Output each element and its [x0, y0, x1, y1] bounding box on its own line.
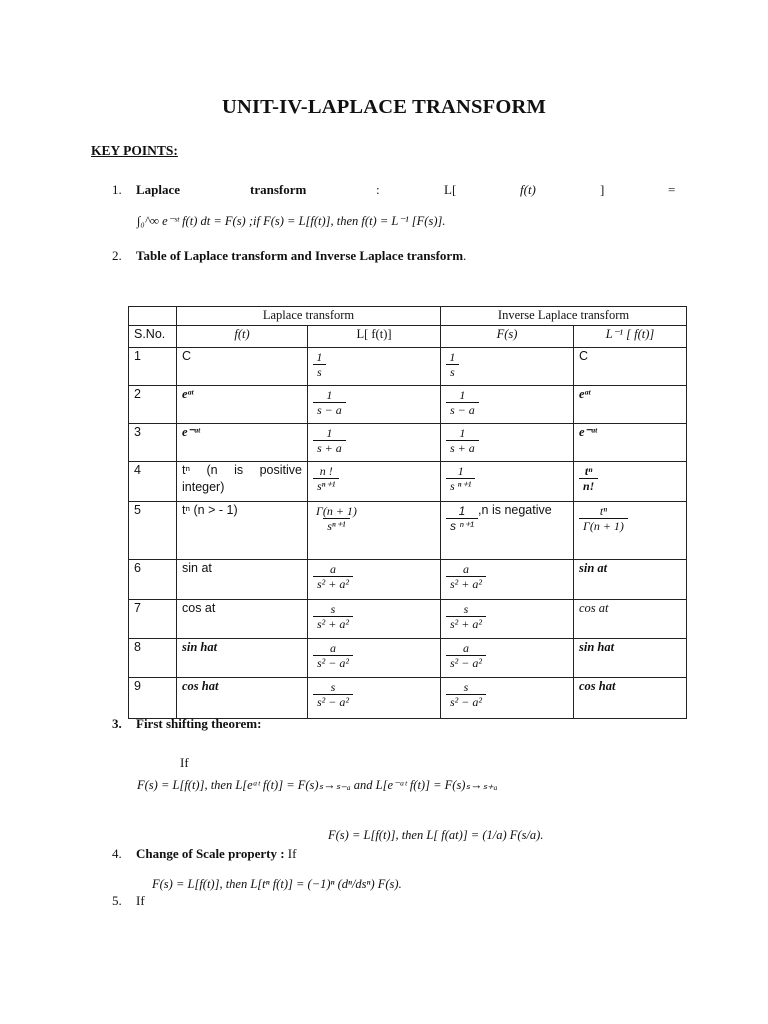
fraction-denominator: s² − a² — [446, 694, 486, 710]
fraction-numerator: a — [329, 641, 336, 655]
cell-inverse — [574, 462, 687, 502]
fraction-denominator: Γ(n + 1) — [579, 518, 628, 534]
col-header-Fs: F(s) — [441, 326, 574, 348]
table-row — [129, 560, 687, 600]
cell-sno: 3 — [129, 424, 177, 462]
table-row — [129, 386, 687, 424]
cell-ft: tⁿ (n > - 1) — [177, 502, 308, 560]
fraction-numerator: Γ(n + 1) — [316, 504, 357, 518]
fraction-numerator: 1 — [326, 388, 333, 402]
cell-ft: sin at — [177, 560, 308, 600]
col-header-ft: f(t) — [177, 326, 308, 348]
fraction-denominator: s² − a² — [446, 655, 486, 671]
cell-fs — [441, 639, 574, 678]
cell-sno: 1 — [129, 348, 177, 386]
table-group-header-row — [129, 307, 687, 326]
item-3-number: 3. — [112, 716, 122, 731]
fraction-denominator: s — [446, 364, 459, 380]
item-1-l-close: ] — [600, 182, 605, 197]
fraction-denominator: s + a — [446, 440, 479, 456]
fraction-numerator: 1 — [316, 350, 323, 364]
cell-inverse: e⁻ᵃᵗ — [574, 424, 687, 462]
fraction-numerator: tⁿ — [584, 464, 593, 478]
item-5-number: 5. — [112, 893, 122, 908]
cell-inverse: C — [574, 348, 687, 386]
cell-fs — [441, 502, 574, 560]
cell-fs — [441, 386, 574, 424]
cell-laplace — [308, 600, 441, 639]
laplace-table — [128, 306, 687, 719]
item-4-line — [136, 846, 296, 862]
fraction-denominator: s² + a² — [446, 616, 486, 632]
fraction-numerator: 1 — [458, 504, 466, 518]
cell-fs — [441, 678, 574, 719]
item-1-equals: = — [668, 182, 676, 197]
fraction-denominator: s² + a² — [446, 576, 486, 592]
cell-sno: 7 — [129, 600, 177, 639]
first-shifting-formula: F(s) = L[f(t)], then L[eᵃᵗ f(t)] = F(s)ₛ→ₛ₋ₐ and L[e⁻ᵃᵗ f(t)] = F(s)ₛ→ₛ₊ₐ — [137, 778, 498, 792]
fraction-denominator: sⁿ⁺¹ — [323, 518, 349, 534]
fraction-numerator: s — [330, 602, 336, 616]
cell-laplace — [308, 348, 441, 386]
table-column-header-row — [129, 326, 687, 348]
fraction-note: ,n is negative — [478, 503, 552, 517]
laplace-definition-formula: ∫₀^∞ e⁻ˢᵗ f(t) dt = F(s) ;if F(s) = L[f(t)], then f(t) = L⁻¹ [F(s)]. — [137, 214, 446, 228]
fraction-numerator: 1 — [459, 388, 466, 402]
cell-ft: tⁿ (n is positive integer) — [177, 462, 308, 502]
cell-inverse: eᵃᵗ — [574, 386, 687, 424]
cell-ft: cos hat — [177, 678, 308, 719]
fraction-numerator: 1 — [457, 464, 464, 478]
cell-sno: 4 — [129, 462, 177, 502]
item-2-number: 2. — [112, 248, 122, 263]
cell-laplace — [308, 386, 441, 424]
key-points-heading: KEY POINTS: — [91, 143, 178, 158]
cell-fs — [441, 600, 574, 639]
cell-laplace — [308, 639, 441, 678]
fraction-denominator: s² + a² — [313, 616, 353, 632]
cell-ft: sin hat — [177, 639, 308, 678]
fraction-denominator: s ⁿ⁺¹ — [446, 518, 478, 534]
item-4-heading: Change of Scale property : — [136, 846, 285, 861]
cell-inverse: cos hat — [574, 678, 687, 719]
fraction-denominator: s + a — [313, 440, 346, 456]
item-1-label: Laplace — [136, 182, 181, 197]
cell-ft: cos at — [177, 600, 308, 639]
table-row — [129, 424, 687, 462]
cell-laplace — [308, 560, 441, 600]
cell-ft: C — [177, 348, 308, 386]
table-row — [129, 502, 687, 560]
cell-fs — [441, 424, 574, 462]
cell-sno: 5 — [129, 502, 177, 560]
fraction-denominator: n! — [579, 478, 598, 494]
item-1-label-2: transform — [250, 182, 307, 197]
fraction-numerator: a — [329, 562, 336, 576]
fraction-denominator: s² − a² — [313, 655, 353, 671]
item-1-ft: f(t) — [520, 182, 536, 197]
fraction-numerator: n ! — [319, 464, 333, 478]
fraction-numerator: a — [462, 641, 469, 655]
fraction-numerator: tⁿ — [599, 504, 608, 518]
fraction-denominator: s − a — [313, 402, 346, 418]
item-2-period: . — [463, 248, 467, 263]
header-inverse-laplace-transform: Inverse Laplace transform — [441, 307, 687, 326]
change-of-scale-formula: F(s) = L[f(t)], then L[ f(at)] = (1/a) F(s/a). — [328, 828, 544, 842]
fraction-denominator: s² − a² — [313, 694, 353, 710]
cell-fs — [441, 560, 574, 600]
fraction-denominator: sⁿ⁺¹ — [313, 478, 339, 494]
cell-laplace — [308, 678, 441, 719]
col-header-L: L[ f(t)] — [308, 326, 441, 348]
fraction-denominator: s ⁿ⁺¹ — [446, 478, 475, 494]
fraction-denominator: s — [313, 364, 326, 380]
fraction-numerator: 1 — [326, 426, 333, 440]
table-row — [129, 678, 687, 719]
page-title: UNIT-IV-LAPLACE TRANSFORM — [221, 96, 547, 118]
item-1-colon: : — [376, 182, 380, 197]
cell-sno: 2 — [129, 386, 177, 424]
table-row — [129, 348, 687, 386]
col-header-Linv: L⁻¹ [ f(t)] — [574, 326, 687, 348]
item-2-text-wrap — [136, 248, 466, 264]
fraction-numerator: s — [330, 680, 336, 694]
cell-laplace — [308, 502, 441, 560]
cell-fs — [441, 348, 574, 386]
cell-sno: 6 — [129, 560, 177, 600]
item-4-number: 4. — [112, 846, 122, 861]
item-4-if: If — [287, 846, 297, 861]
fraction-numerator: s — [463, 680, 469, 694]
header-laplace-transform: Laplace transform — [177, 307, 441, 326]
cell-laplace — [308, 424, 441, 462]
cell-ft: e⁻ᵃᵗ — [177, 424, 308, 462]
item-2-text: Table of Laplace transform and Inverse Laplace transform — [136, 248, 464, 263]
fraction-numerator: 1 — [449, 350, 456, 364]
item-3-heading: First shifting theorem: — [136, 716, 262, 731]
cell-inverse: cos at — [574, 600, 687, 639]
table-row — [129, 639, 687, 678]
item-3-if: If — [180, 755, 189, 770]
fraction-numerator: 1 — [459, 426, 466, 440]
cell-inverse: sin hat — [574, 639, 687, 678]
cell-sno: 8 — [129, 639, 177, 678]
cell-ft: eᵃᵗ — [177, 386, 308, 424]
fraction-numerator: a — [462, 562, 469, 576]
table-row — [129, 462, 687, 502]
table-empty-cell — [129, 307, 177, 326]
fraction-denominator: s² + a² — [313, 576, 353, 592]
fraction-numerator: s — [463, 602, 469, 616]
table-row — [129, 600, 687, 639]
item-1-number: 1. — [112, 182, 122, 197]
cell-sno: 9 — [129, 678, 177, 719]
cell-inverse: sin at — [574, 560, 687, 600]
cell-laplace — [308, 462, 441, 502]
fraction-denominator: s − a — [446, 402, 479, 418]
col-header-sno: S.No. — [129, 326, 177, 348]
item-1-l-open: L[ — [444, 182, 457, 197]
item-5-if: If — [136, 893, 145, 908]
cell-inverse — [574, 502, 687, 560]
multiplication-by-tn-formula: F(s) = L[f(t)], then L[tⁿ f(t)] = (−1)ⁿ (dⁿ/dsⁿ) F(s). — [152, 877, 402, 891]
cell-fs — [441, 462, 574, 502]
